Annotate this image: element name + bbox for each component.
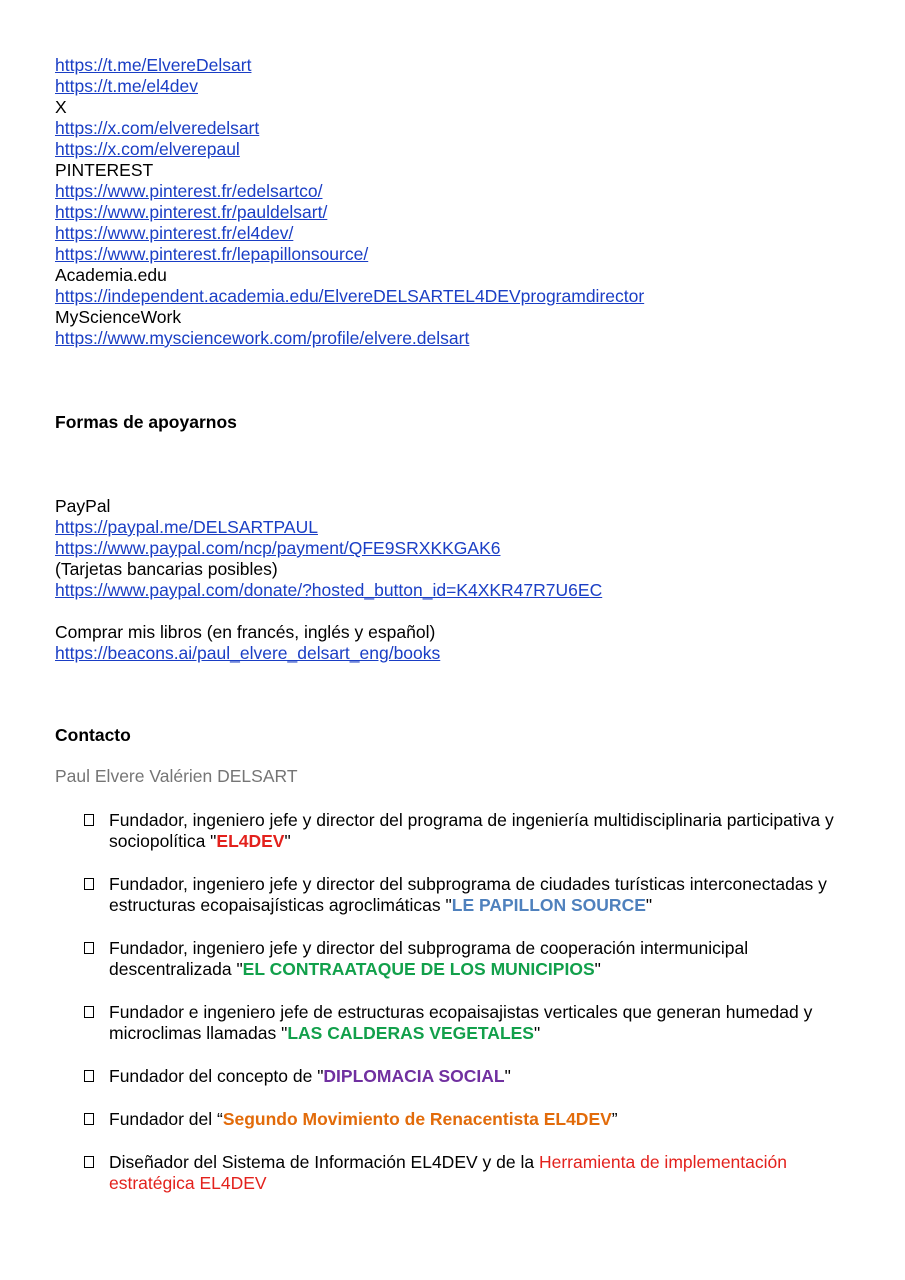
books-label: Comprar mis libros (en francés, inglés y español) xyxy=(55,622,436,642)
mysciencework-label: MyScienceWork xyxy=(55,307,182,327)
checkbox-glyph-icon xyxy=(84,814,94,826)
academia-link[interactable]: https://independent.academia.edu/ElvereDELSARTEL4DEVprogramdirector xyxy=(55,286,645,306)
books-link[interactable]: https://beacons.ai/paul_elvere_delsart_eng/books xyxy=(55,643,441,663)
pinterest-label: PINTEREST xyxy=(55,160,154,180)
checkbox-glyph-icon xyxy=(84,1070,94,1082)
contact-name: Paul Elvere Valérien DELSART xyxy=(55,766,298,786)
x-link-elverepaul[interactable]: https://x.com/elverepaul xyxy=(55,139,240,159)
mysciencework-link[interactable]: https://www.mysciencework.com/profile/elvere.delsart xyxy=(55,328,470,348)
calderas-vegetales-emphasis: LAS CALDERAS VEGETALES xyxy=(287,1023,534,1043)
list-item: Fundador, ingeniero jefe y director del subprograma de cooperación intermunicipal descentralizada "EL CONTRAATAQUE DE LOS MUNICIPIOS" xyxy=(83,938,863,980)
support-heading: Formas de apoyarnos xyxy=(55,412,237,432)
checkbox-glyph-icon xyxy=(84,942,94,954)
telegram-link-elveredelsart[interactable]: https://t.me/ElvereDelsart xyxy=(55,55,252,75)
pinterest-link-pauldelsart[interactable]: https://www.pinterest.fr/pauldelsart/ xyxy=(55,202,328,222)
document-page xyxy=(55,55,865,787)
el4dev-emphasis: EL4DEV xyxy=(216,831,285,851)
list-item: Fundador, ingeniero jefe y director del subprograma de ciudades turísticas interconectadas y estructuras ecopaisajísticas agroclimáticas "LE PAPILLON SOURCE" xyxy=(83,874,863,916)
paypal-label: PayPal xyxy=(55,496,111,516)
diplomacia-social-emphasis: DIPLOMACIA SOCIAL xyxy=(323,1066,505,1086)
pinterest-link-edelsartco[interactable]: https://www.pinterest.fr/edelsartco/ xyxy=(55,181,323,201)
pinterest-link-lepapillonsource[interactable]: https://www.pinterest.fr/lepapillonsource/ xyxy=(55,244,369,264)
telegram-link-el4dev[interactable]: https://t.me/el4dev xyxy=(55,76,198,96)
contraataque-emphasis: EL CONTRAATAQUE DE LOS MUNICIPIOS xyxy=(242,959,595,979)
paypal-donate-link[interactable]: https://www.paypal.com/donate/?hosted_button_id=K4XKR47R7U6EC xyxy=(55,580,603,600)
list-item: Fundador del “Segundo Movimiento de Renacentista EL4DEV” xyxy=(83,1109,863,1130)
paypal-me-link[interactable]: https://paypal.me/DELSARTPAUL xyxy=(55,517,318,537)
x-link-elveredelsart[interactable]: https://x.com/elveredelsart xyxy=(55,118,260,138)
pinterest-link-el4dev[interactable]: https://www.pinterest.fr/el4dev/ xyxy=(55,223,294,243)
list-item: Fundador, ingeniero jefe y director del programa de ingeniería multidisciplinaria participativa y sociopolítica "EL4DEV" xyxy=(83,810,863,852)
checkbox-glyph-icon xyxy=(84,1113,94,1125)
list-item: Fundador e ingeniero jefe de estructuras ecopaisajistas verticales que generan humedad y microclimas llamadas "LAS CALDERAS VEGETALES" xyxy=(83,1002,863,1044)
contact-bullet-list xyxy=(83,810,863,1216)
list-item: Diseñador del Sistema de Información EL4DEV y de la Herramienta de implementación estratégica EL4DEV xyxy=(83,1152,863,1194)
x-label: X xyxy=(55,97,67,117)
academia-label: Academia.edu xyxy=(55,265,167,285)
list-item: Fundador del concepto de "DIPLOMACIA SOCIAL" xyxy=(83,1066,863,1087)
checkbox-glyph-icon xyxy=(84,1006,94,1018)
renacentista-emphasis: Segundo Movimiento de Renacentista EL4DEV xyxy=(222,1109,612,1129)
paypal-payment-link[interactable]: https://www.paypal.com/ncp/payment/QFE9SRXKKGAK6 xyxy=(55,538,501,558)
contact-heading: Contacto xyxy=(55,725,131,745)
cards-note: (Tarjetas bancarias posibles) xyxy=(55,559,278,579)
herramienta-emphasis: Herramienta de implementación estratégica EL4DEV xyxy=(109,1152,787,1193)
le-papillon-source-emphasis: LE PAPILLON SOURCE xyxy=(451,895,646,915)
checkbox-glyph-icon xyxy=(84,1156,94,1168)
checkbox-glyph-icon xyxy=(84,878,94,890)
